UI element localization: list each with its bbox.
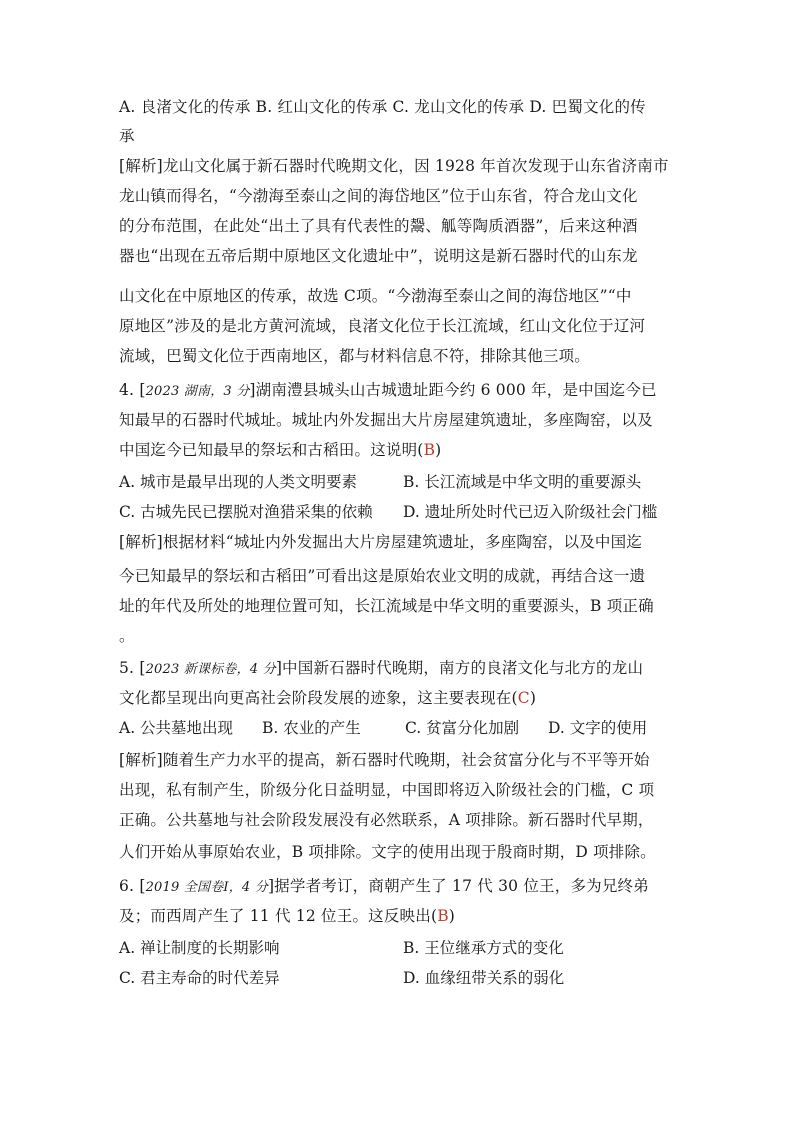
q6-option-b: B. 王位继承方式的变化 bbox=[403, 939, 564, 957]
q5-stem-text: 文化都呈现出向更高社会阶段发展的迹象，这主要表现在( bbox=[119, 689, 518, 707]
q5-stem-text: ]中国新石器时代晚期，南方的良渚文化与北方的龙山 bbox=[275, 659, 644, 677]
q5-option-c: C. 贫富分化加剧 bbox=[405, 719, 520, 737]
q3-analysis-line: 流域，巴蜀文化位于西南地区，都与材料信息不符，排除其他三项。 bbox=[119, 347, 591, 365]
q5-analysis-line: [解析]随着生产力水平的提高，新石器时代晚期，社会贫富分化与不平等开始 bbox=[119, 751, 650, 769]
q6-number: 6. [ bbox=[119, 877, 146, 895]
q6-option-a: A. 禅让制度的长期影响 bbox=[119, 939, 280, 957]
q3-analysis-line: 龙山镇而得名，“今渤海至泰山之间的海岱地区”位于山东省，符合龙山文化 bbox=[119, 187, 638, 205]
q4-option-b: B. 长江流域是中华文明的重要源头 bbox=[403, 473, 642, 491]
q4-source: 2023 湖南，3 分 bbox=[145, 384, 250, 399]
q3-analysis-line: [解析]龙山文化属于新石器时代晚期文化，因 1928 年首次发现于山东省济南市 bbox=[119, 157, 669, 175]
q6-stem-line bbox=[119, 906, 679, 926]
q5-answer: C bbox=[517, 689, 530, 707]
q6-option-d: D. 血缘纽带关系的弱化 bbox=[403, 969, 565, 987]
q3-analysis-line: 原地区”涉及的是北方黄河流域，良渚文化位于长江流域，红山文化位于辽河 bbox=[119, 317, 646, 335]
q5-analysis-line: 正确。公共墓地与社会阶段发展没有必然联系，A 项排除。新石器时代早期， bbox=[119, 811, 654, 829]
q5-stem bbox=[119, 658, 679, 680]
q4-stem bbox=[119, 380, 679, 402]
q4-option-c: C. 古城先民已摆脱对渔猎采集的依赖 bbox=[119, 503, 373, 521]
q5-option-b: B. 农业的产生 bbox=[262, 719, 361, 737]
q4-option-a: A. 城市是最早出现的人类文明要素 bbox=[119, 473, 358, 491]
q3-analysis-line: 山文化在中原地区的传承，故选 C项。“今渤海至泰山之间的海岱地区”“中 bbox=[119, 287, 632, 305]
q5-option-d: D. 文字的使用 bbox=[548, 719, 648, 737]
q6-source: 2019 全国卷Ⅰ，4 分 bbox=[145, 880, 268, 895]
q5-analysis-line: 出现，私有制产生，阶级分化日益明显，中国即将迈入阶级社会的门槛，C 项 bbox=[119, 781, 655, 799]
q3-analysis-line: 的分布范围，在此处“出土了具有代表性的鬶、觚等陶质酒器”，后来这种酒 bbox=[119, 217, 638, 235]
q6-answer: B bbox=[437, 907, 449, 925]
q4-analysis-line: 今已知最早的祭坛和古稻田”可看出这是原始农业文明的成就，再结合这一遗 bbox=[119, 567, 646, 585]
q5-stem-line bbox=[119, 688, 679, 708]
q4-option-d: D. 遗址所处时代已迈入阶级社会门槛 bbox=[403, 503, 658, 521]
q4-stem-text: 中国迄今已知最早的祭坛和古稻田。这说明( bbox=[119, 441, 424, 459]
q3-options-line: A. 良渚文化的传承 B. 红山文化的传承 C. 龙山文化的传承 D. 巴蜀文化的传 bbox=[119, 98, 646, 116]
q6-option-c: C. 君主寿命的时代差异 bbox=[119, 969, 280, 987]
q5-source: 2023 新课标卷，4 分 bbox=[145, 662, 276, 677]
q6-paren: ) bbox=[448, 907, 456, 925]
q6-stem-text: 及；而西周产生了 11 代 12 位王。这反映出( bbox=[119, 907, 438, 925]
q6-stem-text: ]据学者考订，商朝产生了 17 代 30 位王，多为兄终弟 bbox=[267, 877, 649, 895]
q6-stem bbox=[119, 876, 679, 898]
q5-paren: ) bbox=[529, 689, 537, 707]
q4-number: 4. [ bbox=[119, 381, 146, 399]
q3-options-line-wrap: 承 bbox=[119, 127, 135, 145]
q3-analysis-line: 器也“出现在五帝后期中原地区文化遗址中”，说明这是新石器时代的山东龙 bbox=[119, 247, 638, 265]
q4-stem-line bbox=[119, 440, 679, 460]
q5-analysis-line: 人们开始从事原始农业，B 项排除。文字的使用出现于殷商时期，D 项排除。 bbox=[119, 843, 656, 861]
q4-answer: B bbox=[423, 441, 436, 459]
q4-paren: ) bbox=[435, 441, 442, 459]
q4-stem-line: 知最早的石器时代城址。城址内外发掘出大片房屋建筑遗址，多座陶窑，以及 bbox=[119, 411, 653, 429]
q5-number: 5. [ bbox=[119, 659, 146, 677]
q5-option-a: A. 公共墓地出现 bbox=[119, 719, 234, 737]
q4-analysis-line: 。 bbox=[119, 627, 135, 645]
q4-analysis-line: 址的年代及所处的地理位置可知，长江流域是中华文明的重要源头，B 项正确 bbox=[119, 597, 654, 615]
q4-stem-text: ]湖南澧县城头山古城遗址距今约 6 000 年，是中国迄今已 bbox=[249, 381, 657, 399]
q4-analysis-line: [解析]根据材料“城址内外发掘出大片房屋建筑遗址，多座陶窑，以及中国迄 bbox=[119, 533, 643, 551]
